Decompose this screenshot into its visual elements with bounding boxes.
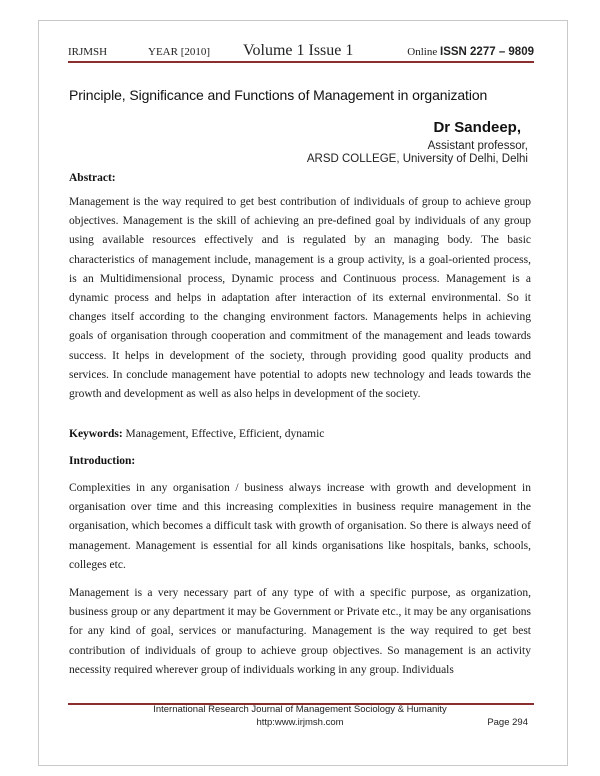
abstract-heading: Abstract: bbox=[69, 172, 116, 184]
author-affiliation bbox=[307, 140, 528, 166]
page-header bbox=[68, 40, 534, 60]
intro-paragraph-2: Management is a very necessary part of any type of with a specific purpose, as organization, business group or any department it may be Government or Private etc., it may be any organisations for any kind of goal, services or manufacturing. Management is the way required to get best contribution of individuals of group to achieve group objectives. So management is an activity necessity required wherever group of individuals working in any group. Individuals bbox=[69, 587, 531, 676]
header-volume: Volume 1 Issue 1 bbox=[243, 42, 354, 59]
keywords-text: Management, Effective, Efficient, dynamic bbox=[122, 428, 325, 440]
keywords-label: Keywords: bbox=[69, 428, 123, 440]
author-name: Dr Sandeep, bbox=[433, 119, 521, 136]
abstract-text: Management is the way required to get best contribution of individuals of group to achieve group objectives. Management is the skill of achieving an pre-defined goal by individuals of any group using available resources effectively and is regulated by an managing body. The basic characteristics of management include, management is a group activity, is a goal-oriented process, is an Multidimensional process, Dynamic process and Continuous process. Management is a dynamic process and helps in adaptation after interaction of its external environmental. So it changes itself according to the changing environment factors. Managements helps in achieving goals of organisation through cooperation and commitment of the management and leads towards success. It helps in development of the society, through providing good quality products and services. In conclude management have potential to adopts new technology and leads towards the growth and development as well as also helps in development of the society. bbox=[69, 196, 531, 401]
introduction-heading: Introduction: bbox=[69, 455, 136, 467]
header-online-label: Online bbox=[407, 46, 438, 58]
paper-title: Principle, Significance and Functions of Management in organization bbox=[69, 87, 488, 103]
author-position: Assistant professor, bbox=[427, 140, 528, 152]
header-issn bbox=[407, 46, 534, 58]
intro-paragraph-1: Complexities in any organisation / business always increase with growth and development in organisation over time and this increasing complexities in business require management in the organisation, which becomes a difficult task with growth of organisation. So there is always need of management. Management is essential for all kinds organisations like hospitals, banks, schools, colleges etc. bbox=[69, 482, 531, 571]
keywords-line bbox=[69, 428, 324, 440]
header-issn-number: ISSN 2277 – 9809 bbox=[440, 46, 534, 58]
header-journal: IRJMSH bbox=[68, 46, 108, 58]
footer-journal: International Research Journal of Management Sociology & Humanity bbox=[153, 704, 447, 715]
author-institution: ARSD COLLEGE, University of Delhi, Delhi bbox=[306, 153, 528, 165]
header-rule bbox=[68, 61, 534, 63]
header-year: YEAR [2010] bbox=[148, 46, 211, 58]
footer-url: http:www.irjmsh.com bbox=[256, 717, 344, 728]
footer-page-number: Page 294 bbox=[487, 717, 528, 728]
